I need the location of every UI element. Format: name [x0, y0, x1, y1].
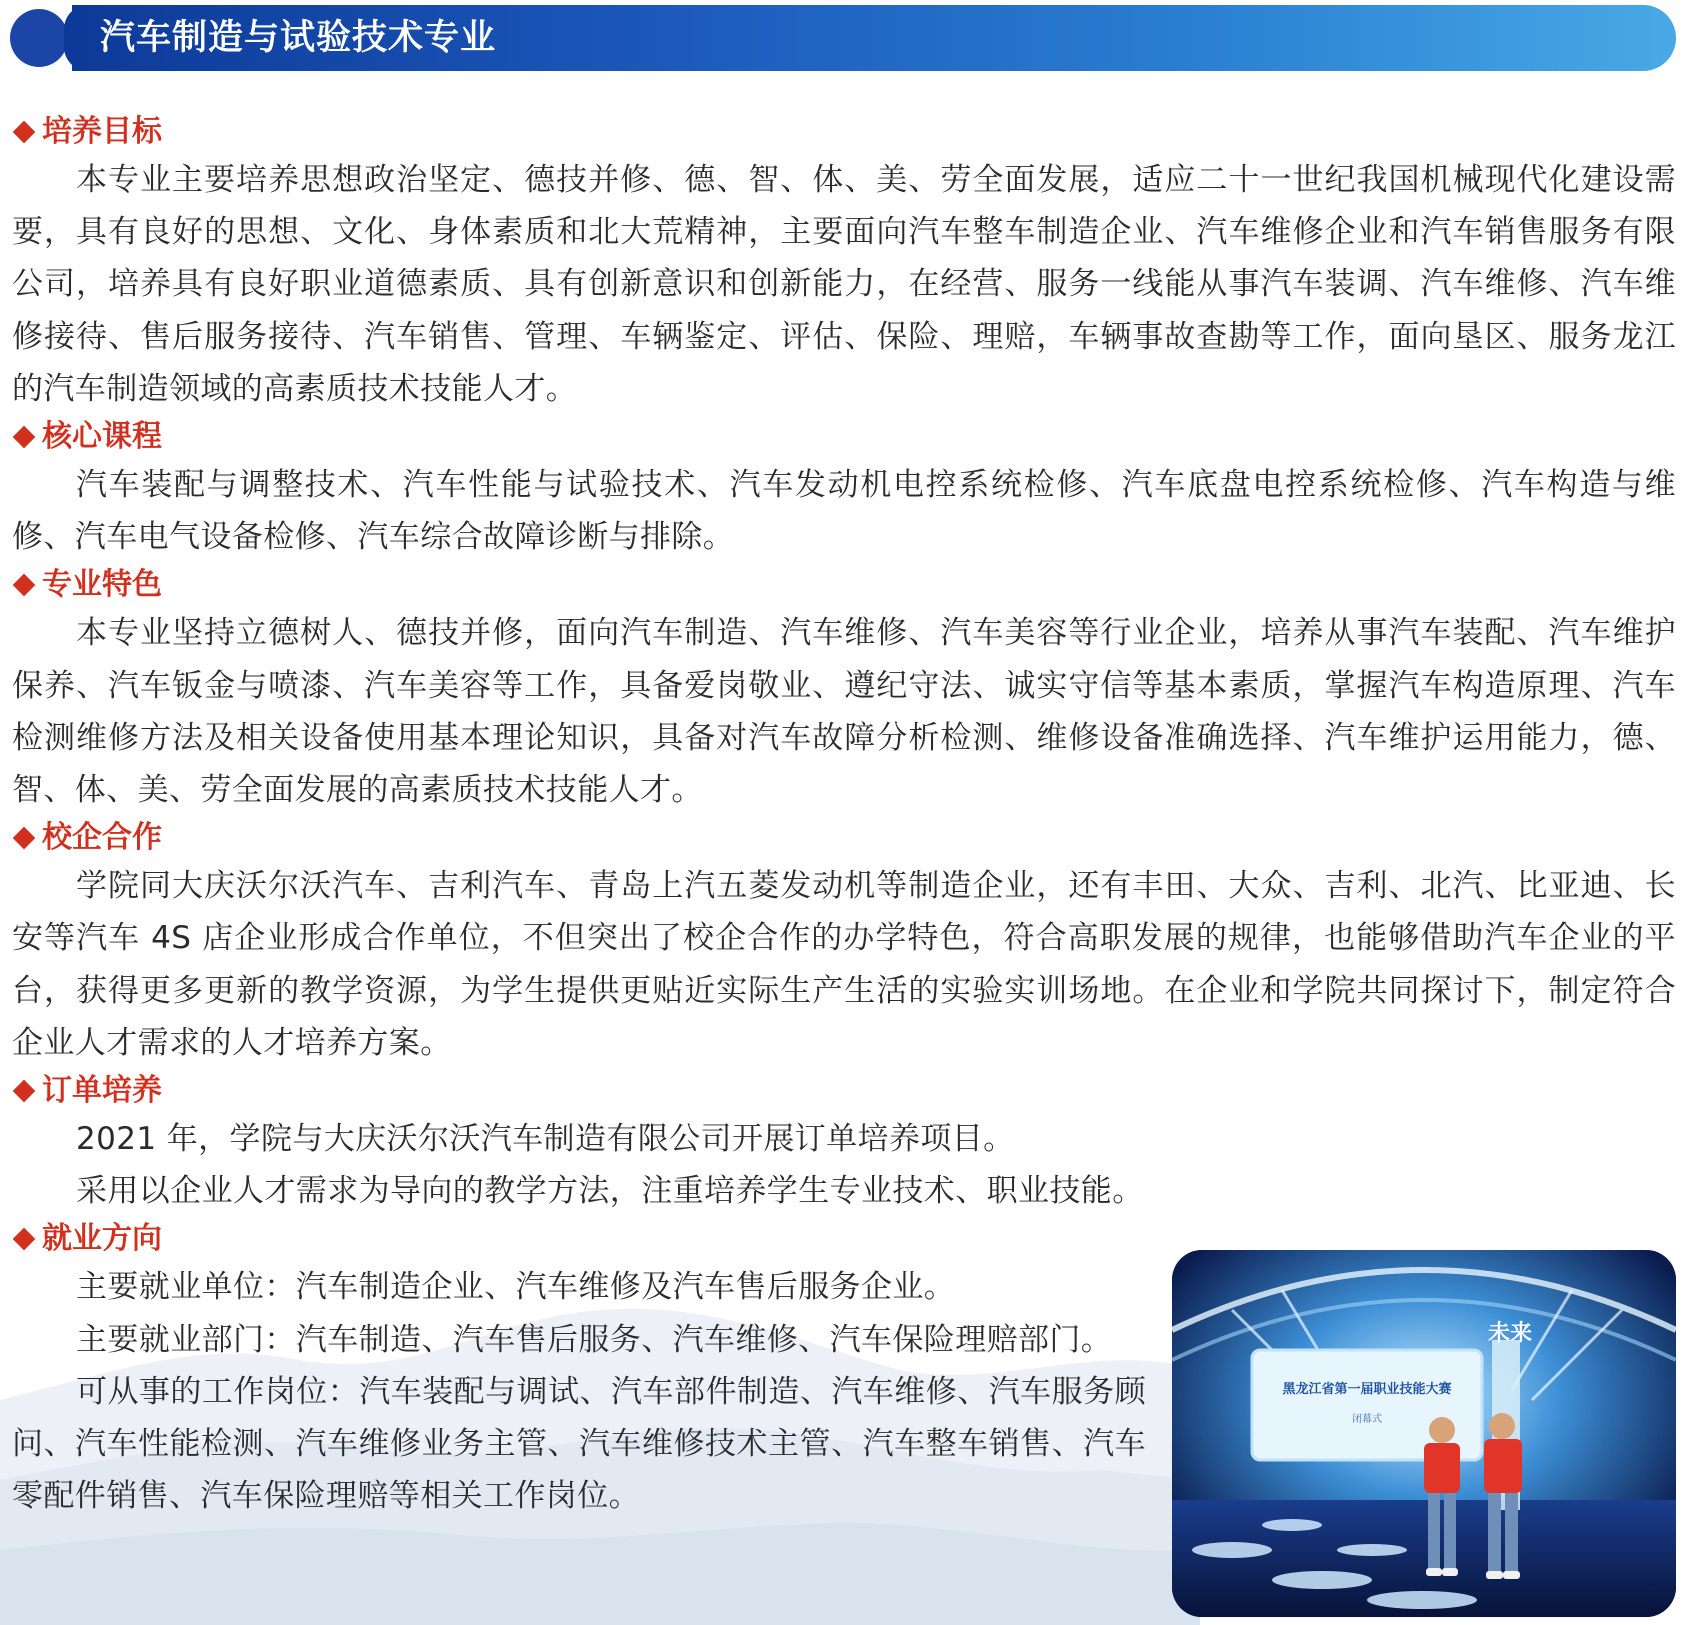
header-banner: [0, 0, 1684, 80]
stage-banner-sub: 闭幕式: [1352, 1414, 1382, 1425]
stage-side-text: 未来: [1487, 1321, 1533, 1346]
section-paragraph: 本专业坚持立德树人、德技并修，面向汽车制造、汽车维修、汽车美容等行业企业，培养从事汽车装配、汽车维护保养、汽车钣金与喷漆、汽车美容等工作，具备爱岗敬业、遵纪守法、诚实守信等基本素质，掌握汽车构造原理、汽车检测维修方法及相关设备使用基本理论知识，具备对汽车故障分析检测、维修设备准确选择、汽车维护运用能力，德、智、体、美、劳全面发展的高素质技术技能人才。: [12, 615, 1676, 809]
section-title: 培养目标: [12, 110, 1676, 154]
diamond-icon: [13, 827, 36, 850]
diamond-icon: [13, 426, 36, 449]
section-training-goal: [12, 110, 1676, 415]
page-title: 汽车制造与试验技术专业: [100, 18, 497, 58]
diamond-icon: [13, 121, 36, 144]
section-features: [12, 563, 1676, 816]
diamond-icon: [13, 1080, 36, 1103]
section-paragraph: 主要就业单位：汽车制造企业、汽车维修及汽车售后服务企业。: [76, 1269, 956, 1306]
section-paragraph: 汽车装配与调整技术、汽车性能与试验技术、汽车发动机电控系统检修、汽车底盘电控系统检修、汽车构造与维修、汽车电气设备检修、汽车综合故障诊断与排除。: [12, 467, 1676, 556]
section-paragraph: 主要就业部门：汽车制造、汽车售后服务、汽车维修、汽车保险理赔部门。: [76, 1321, 1113, 1358]
competition-photo: [1172, 1250, 1676, 1617]
section-paragraph: 2021 年，学院与大庆沃尔沃汽车制造有限公司开展订单培养项目。: [76, 1121, 1015, 1158]
section-paragraph: 可从事的工作岗位：汽车装配与调试、汽车部件制造、汽车维修、汽车服务顾问、汽车性能检测、汽车维修业务主管、汽车维修技术主管、汽车整车销售、汽车零配件销售、汽车保险理赔等相关工作岗位。: [12, 1373, 1146, 1515]
section-title: 专业特色: [12, 563, 1676, 607]
section-title: 核心课程: [12, 415, 1676, 459]
section-title: 就业方向: [12, 1217, 1676, 1261]
section-title: 订单培养: [12, 1069, 1676, 1113]
section-order-training: [12, 1069, 1676, 1217]
section-paragraph: 本专业主要培养思想政治坚定、德技并修、德、智、体、美、劳全面发展，适应二十一世纪我国机械现代化建设需要，具有良好的思想、文化、身体素质和北大荒精神，主要面向汽车整车制造企业、汽车维修企业和汽车销售服务有限公司，培养具有良好职业道德素质、具有创新意识和创新能力，在经营、服务一线能从事汽车装调、汽车维修、汽车维修接待、售后服务接待、汽车销售、管理、车辆鉴定、评估、保险、理赔，车辆事故查勘等工作，面向垦区、服务龙江的汽车制造领域的高素质技术技能人才。: [12, 162, 1676, 407]
section-paragraph: 采用以企业人才需求为导向的教学方法，注重培养学生专业技术、职业技能。: [76, 1173, 1144, 1210]
section-cooperation: [12, 816, 1676, 1069]
section-paragraph: 学院同大庆沃尔沃汽车、吉利汽车、青岛上汽五菱发动机等制造企业，还有丰田、大众、吉利、北汽、比亚迪、长安等汽车 4S 店企业形成合作单位，不但突出了校企合作的办学特色，符合高职发展的规律，也能够借助汽车企业的平台，获得更多更新的教学资源，为学生提供更贴近实际生产生活的实验实训场地。在企业和学院共同探讨下，制定符合企业人才需求的人才培养方案。: [12, 868, 1677, 1061]
section-title: 校企合作: [12, 816, 1676, 860]
section-core-courses: [12, 415, 1676, 563]
photo-illustration: [1172, 1250, 1676, 1617]
header-circle-icon: [10, 9, 68, 67]
diamond-icon: [13, 1228, 36, 1251]
stage-banner-text: 黑龙江省第一届职业技能大赛: [1282, 1382, 1452, 1397]
diamond-icon: [13, 574, 36, 597]
